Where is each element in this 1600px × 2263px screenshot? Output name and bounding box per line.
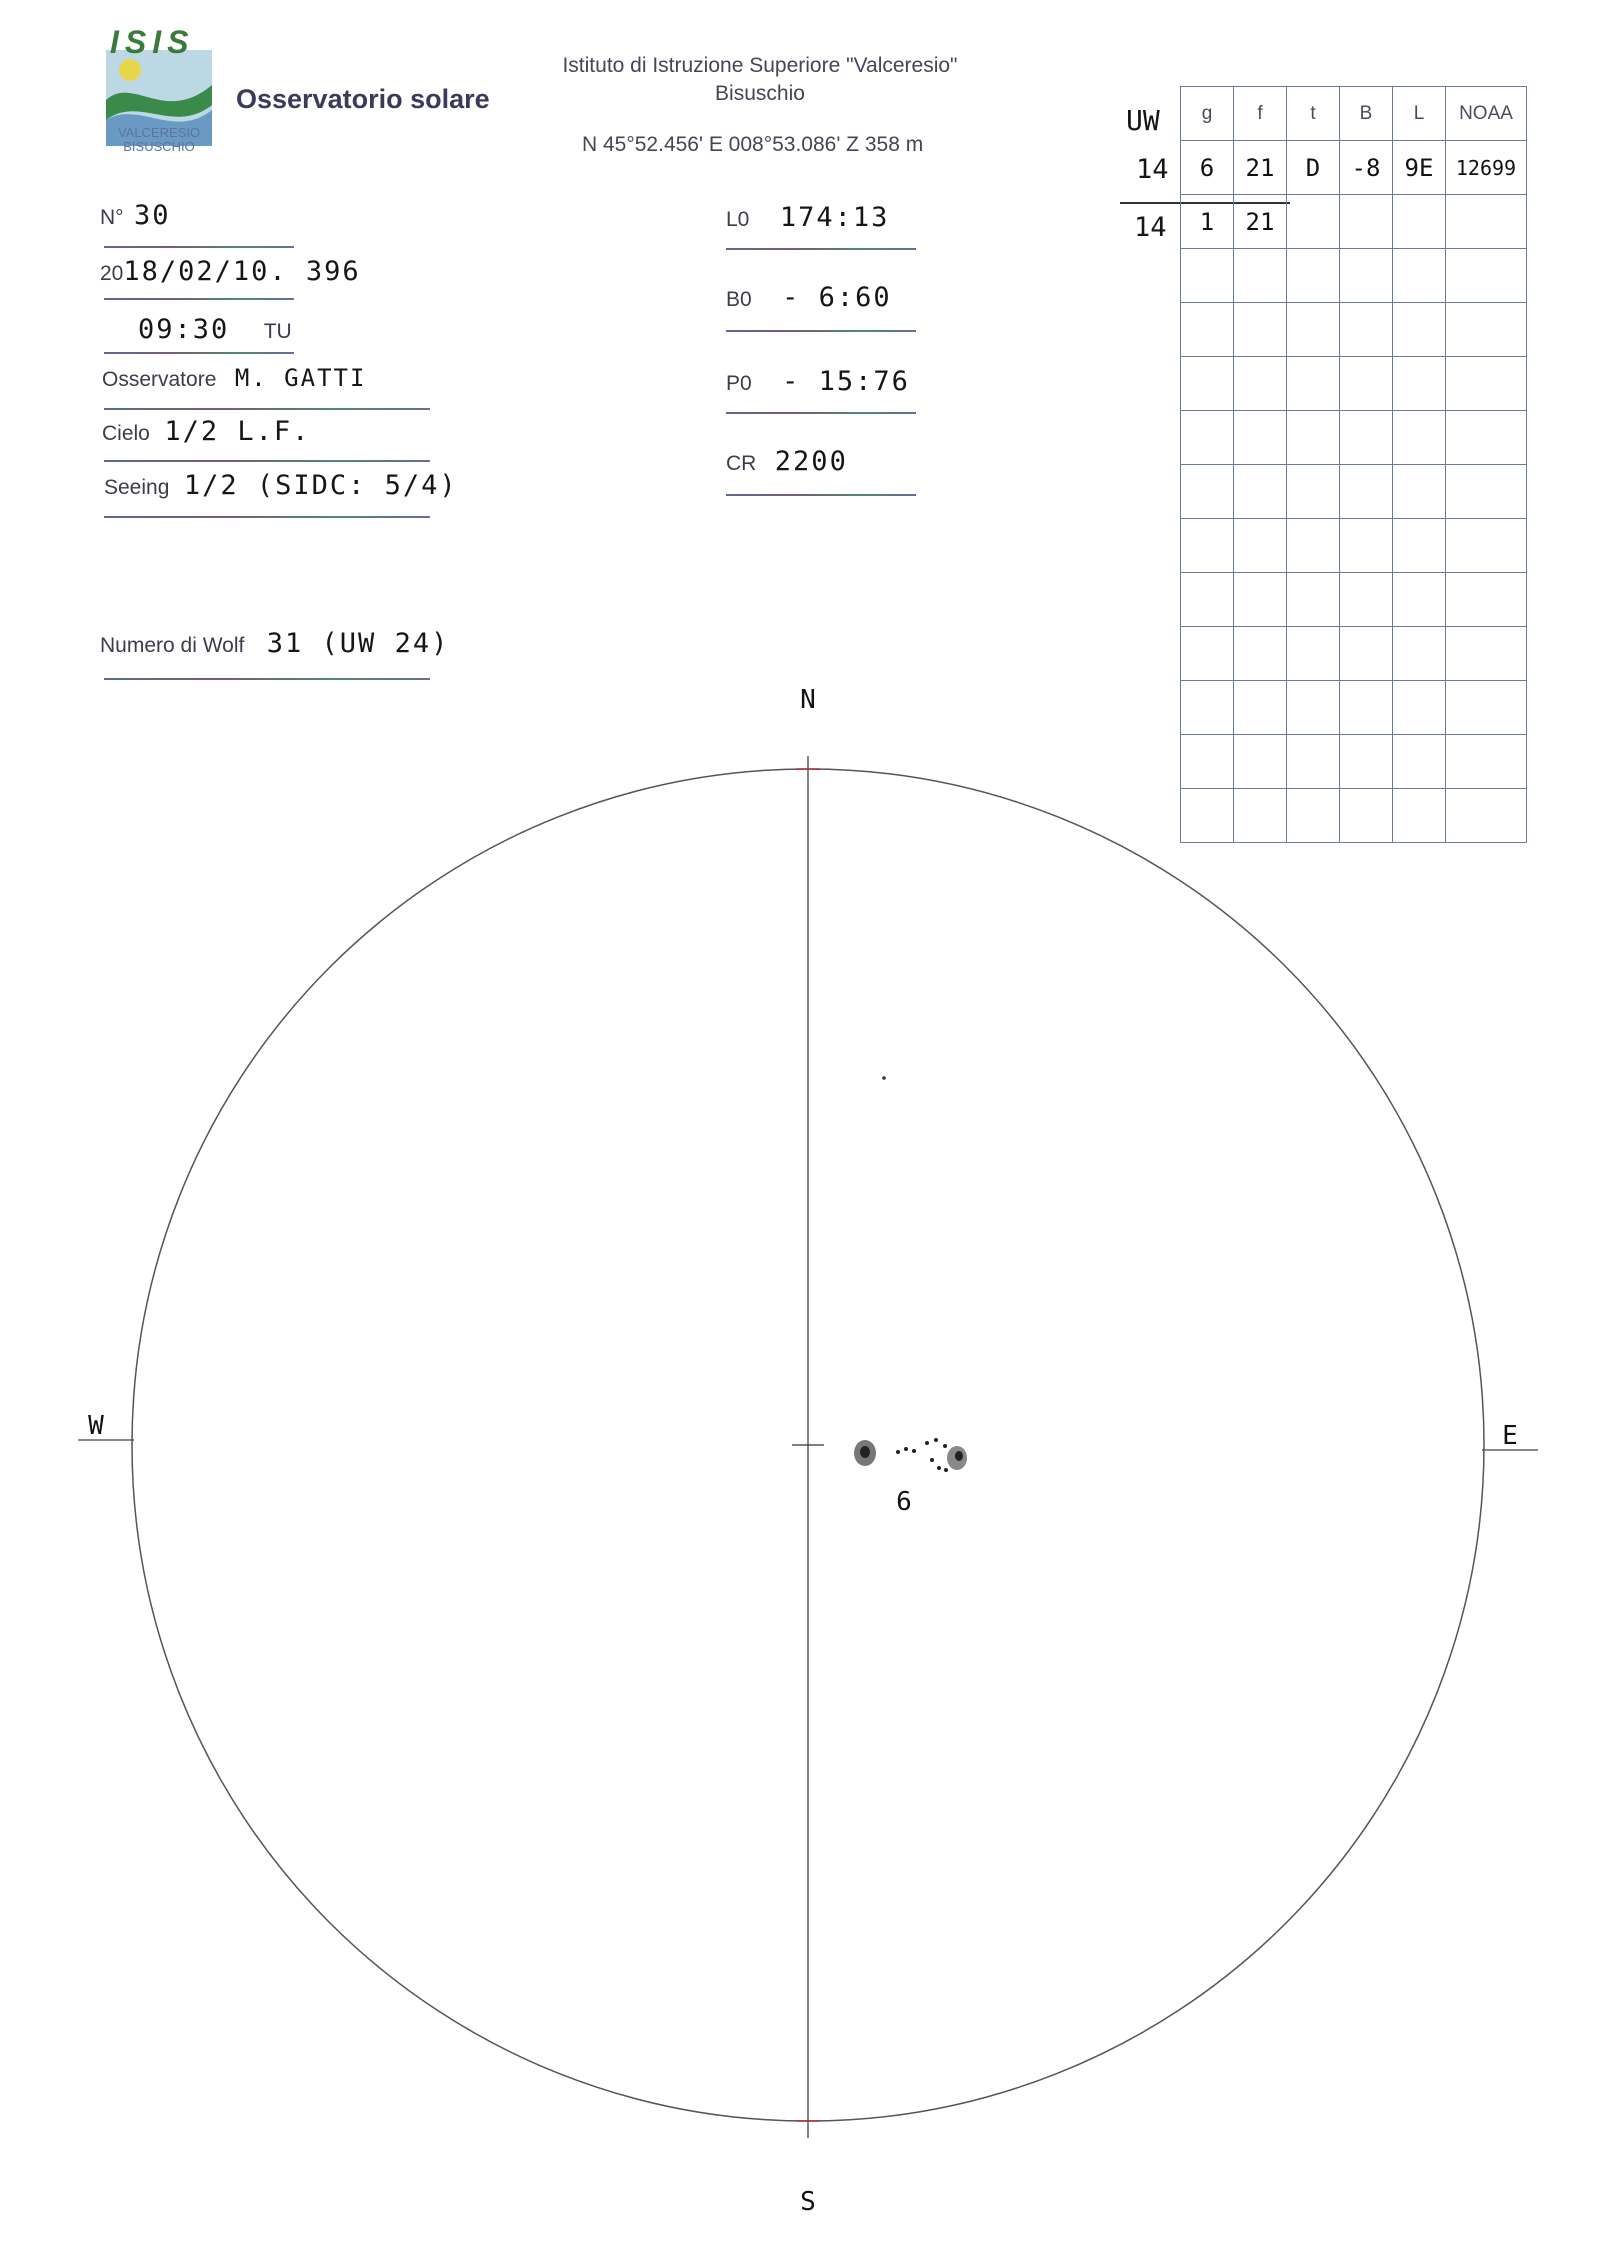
b0-value: - 6:60 xyxy=(782,282,892,313)
sunspot-pore xyxy=(934,1438,938,1442)
institute-line2: Bisuschio xyxy=(715,82,805,105)
sunspot-pore xyxy=(937,1466,941,1470)
col-header-noaa: NOAA xyxy=(1446,87,1527,141)
group-label: 6 xyxy=(896,1487,912,1517)
cell-t: D xyxy=(1287,141,1340,195)
seeing-label: Seeing xyxy=(104,476,170,499)
col-header-g: g xyxy=(1181,87,1234,141)
date-prefix: 20 xyxy=(100,262,124,285)
cell-b: -8 xyxy=(1340,141,1393,195)
col-header-l: L xyxy=(1393,87,1446,141)
uw-row2-value: 14 xyxy=(1134,212,1167,243)
number-label: N° xyxy=(100,206,124,229)
logo-caption-line2: BISUSCHIO xyxy=(123,139,195,154)
west-label: W xyxy=(88,1411,104,1441)
sunspot-umbra xyxy=(955,1451,963,1461)
col-header-t: t xyxy=(1287,87,1340,141)
b0-label: B0 xyxy=(726,288,752,311)
logo-wordmark: ISIS xyxy=(110,24,195,60)
sunspot-pore xyxy=(904,1447,908,1451)
uw-row1-value: 14 xyxy=(1136,154,1169,185)
logo-caption-line1: VALCERESIO xyxy=(117,125,201,140)
sky-value: 1/2 L.F. xyxy=(164,416,311,447)
sunspot-group xyxy=(854,1438,967,1472)
observatory-title: Osservatorio solare xyxy=(236,84,490,114)
cell-f: 21 xyxy=(1234,141,1287,195)
cell-g: 1 xyxy=(1181,195,1234,249)
col-header-b: B xyxy=(1340,87,1393,141)
sky-label: Cielo xyxy=(102,422,150,445)
l0-value: 174:13 xyxy=(779,202,890,233)
south-label: S xyxy=(800,2187,816,2217)
cell-l: 9E xyxy=(1393,141,1446,195)
sunspot-umbra xyxy=(860,1446,870,1458)
sunspot-pore xyxy=(896,1450,900,1454)
p0-value: - 15:76 xyxy=(782,366,910,397)
time-value: 09:30 xyxy=(138,314,230,345)
observatory-coordinates: N 45°52.456' E 008°53.086' Z 358 m xyxy=(582,133,924,156)
isolated-pore xyxy=(882,1076,886,1080)
cell-noaa: 12699 xyxy=(1446,141,1527,195)
cr-value: 2200 xyxy=(774,446,848,477)
wolf-label: Numero di Wolf xyxy=(100,634,245,657)
north-label: N xyxy=(800,685,816,715)
wolf-value: 31 (UW 24) xyxy=(266,628,450,659)
east-label: E xyxy=(1502,1421,1518,1451)
cell-f: 21 xyxy=(1234,195,1287,249)
number-value: 30 xyxy=(134,200,171,231)
institute-line1: Istituto di Istruzione Superiore "Valceresio" xyxy=(562,54,958,77)
sunspot-pore xyxy=(944,1468,948,1472)
sunspot-pore xyxy=(943,1444,947,1448)
col-header-f: f xyxy=(1234,87,1287,141)
l0-label: L0 xyxy=(726,208,750,231)
sunspot-pore xyxy=(925,1441,929,1445)
cr-label: CR xyxy=(726,452,757,475)
observer-value: M. GATTI xyxy=(234,364,367,392)
seeing-value: 1/2 (SIDC: 5/4) xyxy=(183,470,458,501)
uw-header: UW xyxy=(1126,104,1160,137)
sunspot-pore xyxy=(930,1458,934,1462)
time-unit: TU xyxy=(263,320,292,343)
observer-label: Osservatore xyxy=(102,368,217,391)
p0-label: P0 xyxy=(726,372,752,395)
cell-g: 6 xyxy=(1181,141,1234,195)
date-value: 18/02/10. 396 xyxy=(123,256,361,287)
sunspot-pore xyxy=(912,1449,916,1453)
